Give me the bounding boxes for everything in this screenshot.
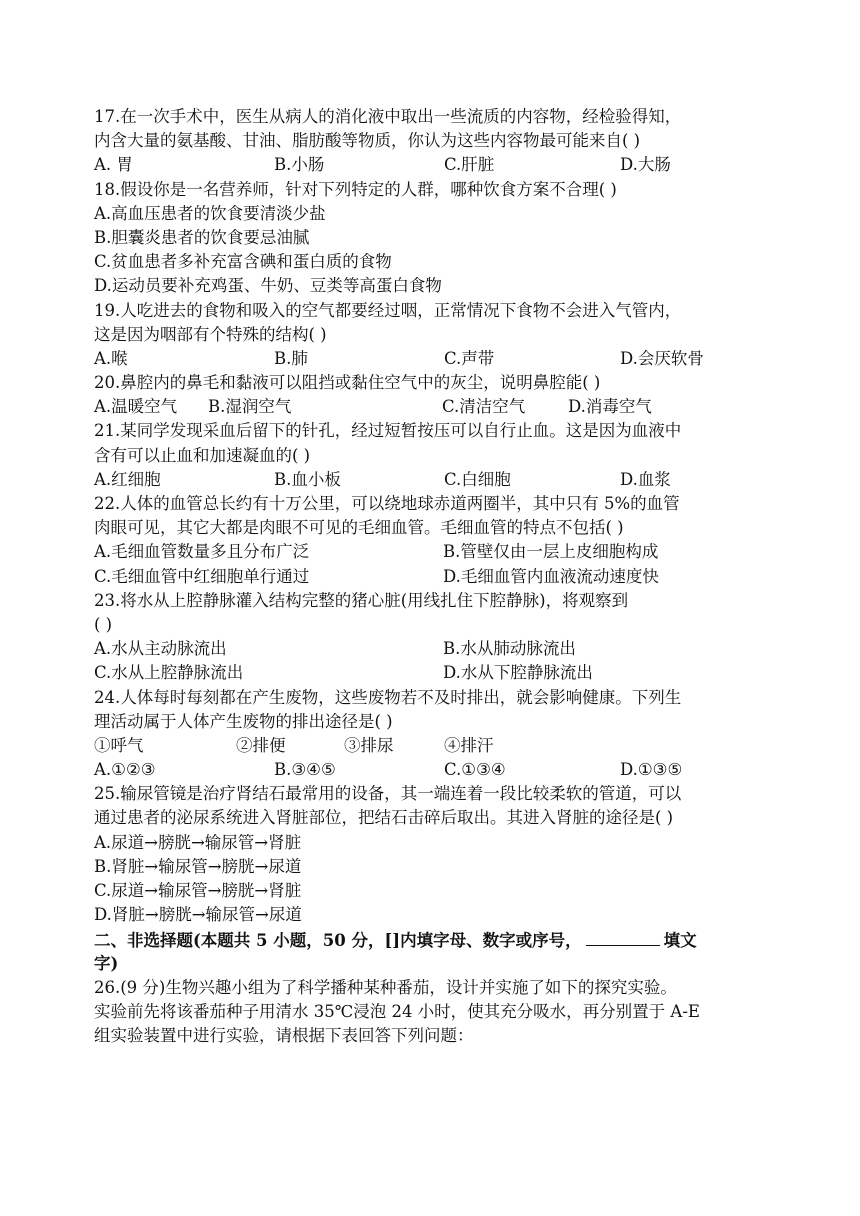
q24-option-c: C.①③④ [444, 760, 506, 780]
q23-option-d: D.水从下腔静脉流出 [443, 663, 593, 683]
q25-option-d: D.肾脏→膀胱→输尿管→尿道 [94, 905, 302, 925]
q21-option-c: C.白细胞 [444, 469, 511, 489]
q25-stem-line-2: 通过患者的泌尿系统进入肾脏部位，把结石击碎后取出。其进入肾脏的途径是( ) [94, 808, 674, 828]
q22-option-c: C.毛细血管中红细胞单行通过 [94, 566, 310, 586]
q17-options [94, 153, 774, 177]
q19-option-b: B.肺 [274, 348, 308, 368]
q18-option-b: B.胆囊炎患者的饮食要忌油腻 [94, 227, 310, 247]
q24-items [94, 734, 774, 758]
q24-item-1: ①呼气 [94, 735, 144, 755]
q17-stem-line-1: 17.在一次手术中，医生从病人的消化液中取出一些流质的内容物，经检验得知， [94, 107, 682, 126]
q21-option-a: A.红细胞 [94, 469, 161, 489]
q20-option-a: A.温暖空气 [94, 397, 178, 417]
q26-stem-line-2: 实验前先将该番茄种子用清水 35℃浸泡 24 小时，使其充分吸水，再分别置于 A-E [94, 1001, 700, 1021]
q19-option-d: D.会厌软骨 [620, 348, 704, 368]
q19-stem-line-2: 这是因为咽部有个特殊的结构( ) [94, 324, 327, 344]
q21-option-d: D.血浆 [620, 469, 671, 489]
q24-option-a: A.①②③ [94, 760, 156, 780]
q17-option-c: C.肝脏 [444, 155, 495, 175]
q24-options [94, 758, 774, 782]
q20-stem-line-1: 20.鼻腔内的鼻毛和黏液可以阻挡或黏住空气中的灰尘，说明鼻腔能( ) [94, 373, 601, 393]
q25-option-a: A.尿道→膀胱→输尿管→肾脏 [94, 832, 302, 852]
q17-option-d: D.大肠 [620, 155, 671, 175]
q24-stem-line-1: 24.人体每时每刻都在产生废物，这些废物若不及时排出，就会影响健康。下列生 [94, 687, 682, 707]
q23-option-c: C.水从上腔静脉流出 [94, 663, 244, 683]
q20-option-b: B.湿润空气 [208, 397, 292, 417]
q22-option-b: B.管壁仅由一层上皮细胞构成 [443, 542, 659, 562]
q19-option-c: C.声带 [444, 348, 495, 368]
q20-options [94, 395, 774, 419]
q21-stem-line-2: 含有可以止血和加速凝血的( ) [94, 445, 311, 465]
question-list [94, 105, 774, 1048]
q23-stem-line-1: 23.将水从上腔静脉灌入结构完整的猪心脏(用线扎住下腔静脉)，将观察到 [94, 590, 629, 610]
q23-option-b: B.水从肺动脉流出 [443, 639, 576, 659]
q24-item-3: ③排尿 [344, 735, 394, 755]
q17-option-b: B.小肠 [274, 155, 325, 175]
q24-option-b: B.③④⑤ [274, 760, 336, 780]
q20-option-d: D.消毒空气 [568, 397, 652, 417]
q23-options-row-2 [94, 661, 774, 685]
q22-option-d: D.毛细血管内血液流动速度快 [443, 566, 659, 586]
q22-options-row-1 [94, 540, 774, 564]
q25-option-b: B.肾脏→输尿管→膀胱→尿道 [94, 856, 302, 876]
q24-option-d: D.①③⑤ [620, 760, 683, 780]
q25-option-c: C.尿道→输尿管→膀胱→肾脏 [94, 881, 302, 900]
q23-stem-line-2: ( ) [94, 614, 113, 634]
q22-option-a: A.毛细血管数量多且分布广泛 [94, 542, 310, 562]
q17-option-a: A. 胃 [94, 155, 133, 175]
q19-option-a: A.喉 [94, 348, 128, 368]
q17-stem-line-2: 内含大量的氨基酸、甘油、脂肪酸等物质，你认为这些内容物最可能来自( ) [94, 131, 641, 151]
q19-options [94, 347, 774, 371]
q18-option-a: A.高血压患者的饮食要清淡少盐 [94, 203, 326, 223]
fill-in-blank-line [586, 927, 660, 946]
section2-heading-post: 填文 [663, 931, 697, 951]
q18-option-c: C.贫血患者多补充富含碘和蛋白质的食物 [94, 252, 392, 272]
q24-item-2: ②排便 [236, 735, 286, 755]
q22-stem-line-1: 22.人体的血管总长约有十万公里，可以绕地球赤道两圈半，其中只有 5%的血管 [94, 494, 680, 513]
q22-stem-line-2: 肉眼可见，其它大都是肉眼不可见的毛细血管。毛细血管的特点不包括( ) [94, 518, 624, 538]
q23-options-row-1 [94, 637, 774, 661]
q21-stem-line-1: 21.某同学发现采血后留下的针孔，经过短暂按压可以自行止血。这是因为血液中 [94, 421, 682, 441]
q21-options [94, 468, 774, 492]
section2-heading-line-1 [94, 927, 774, 951]
q22-options-row-2 [94, 565, 774, 589]
section2-heading-pre: 二、非选择题(本题共 5 小题，50 分，[]内填字母、数字或序号， [94, 931, 582, 951]
q23-option-a: A.水从主动脉流出 [94, 639, 227, 659]
q20-option-c: C.清洁空气 [442, 397, 526, 417]
q24-stem-line-2: 理活动属于人体产生废物的排出途径是( ) [94, 711, 393, 731]
q19-stem-line-1: 19.人吃进去的食物和吸入的空气都要经过咽，正常情况下食物不会进入气管内， [94, 300, 682, 320]
q21-option-b: B.血小板 [274, 469, 341, 489]
q26-stem-line-1: 26.(9 分)生物兴趣小组为了科学播种某种番茄，设计并实施了如下的探究实验。 [94, 977, 677, 997]
q18-option-d: D.运动员要补充鸡蛋、牛奶、豆类等高蛋白食物 [94, 276, 442, 296]
q26-stem-line-3: 组实验装置中进行实验，请根据下表回答下列问题： [94, 1026, 474, 1046]
section2-heading-line-2: 字) [94, 953, 119, 973]
q25-stem-line-1: 25.输尿管镜是治疗肾结石最常用的设备，其一端连着一段比较柔软的管道，可以 [94, 784, 682, 804]
q24-item-4: ④排汗 [444, 735, 494, 755]
q18-stem-line-1: 18.假设你是一名营养师，针对下列特定的人群，哪种饮食方案不合理( ) [94, 179, 617, 199]
